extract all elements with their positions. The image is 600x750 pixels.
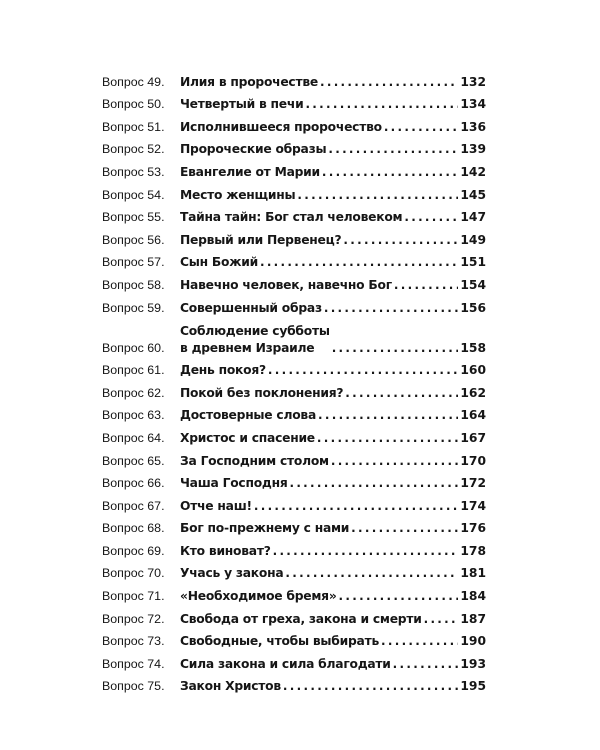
page-number: 132 — [460, 74, 486, 89]
dot-leader — [317, 430, 458, 447]
question-number: Вопрос 68. — [102, 521, 165, 536]
entry-title-wrap — [180, 453, 460, 472]
dot-leader — [318, 407, 458, 424]
toc-entry — [102, 607, 486, 630]
entry-title: Соблюдение субботы в древнем Израиле — [180, 323, 330, 355]
toc-entry — [102, 93, 486, 116]
dot-leader — [305, 96, 458, 113]
page-number: 167 — [460, 430, 486, 445]
page-number: 142 — [460, 164, 486, 179]
entry-title: Первый или Первенец? — [180, 232, 342, 247]
question-number: Вопрос 51. — [102, 119, 165, 134]
question-number: Вопрос 53. — [102, 164, 165, 179]
dot-leader — [343, 232, 458, 249]
question-number: Вопрос 54. — [102, 187, 165, 202]
entry-title-wrap — [180, 164, 460, 183]
entry-title: Четвертый в печи — [180, 97, 304, 112]
entry-title: Кто виноват? — [180, 543, 271, 558]
question-number: Вопрос 74. — [102, 656, 165, 671]
entry-title: Сила закона и сила благодати — [180, 656, 391, 671]
page-number: 190 — [460, 634, 486, 649]
dot-leader — [289, 475, 458, 492]
question-number: Вопрос 55. — [102, 210, 165, 225]
dot-leader — [332, 340, 459, 357]
entry-title: Сын Божий — [180, 255, 258, 270]
question-number: Вопрос 61. — [102, 363, 165, 378]
entry-title: Покой без поклонения? — [180, 385, 344, 400]
page-number: 134 — [460, 97, 486, 112]
dot-leader — [394, 277, 458, 294]
question-number: Вопрос 62. — [102, 385, 165, 400]
dot-leader — [384, 119, 459, 136]
entry-title-wrap — [180, 656, 460, 675]
entry-title: Пророческие образы — [180, 142, 327, 157]
toc-entry — [102, 630, 486, 653]
entry-title-wrap — [180, 588, 460, 607]
dot-leader — [404, 209, 458, 226]
entry-title: Место женщины — [180, 187, 296, 202]
question-number: Вопрос 70. — [102, 566, 165, 581]
entry-title: Бог по-прежнему с нами — [180, 521, 350, 536]
toc-entry — [102, 426, 486, 449]
entry-title-wrap — [180, 141, 460, 160]
entry-title-wrap — [180, 543, 460, 562]
dot-leader — [322, 164, 458, 181]
page-number: 162 — [460, 385, 486, 400]
page-number: 174 — [460, 498, 486, 513]
entry-title-wrap — [180, 678, 460, 697]
entry-title-wrap — [180, 323, 460, 359]
toc-entry — [102, 70, 486, 93]
dot-leader — [260, 254, 458, 271]
page-number: 147 — [460, 210, 486, 225]
dot-leader — [285, 565, 458, 582]
entry-title-wrap — [180, 96, 460, 115]
question-number: Вопрос 50. — [102, 97, 165, 112]
toc-entry — [102, 228, 486, 251]
entry-title-wrap — [180, 430, 460, 449]
page-number: 193 — [460, 656, 486, 671]
question-number: Вопрос 65. — [102, 453, 165, 468]
dot-leader — [320, 74, 458, 91]
entry-title-wrap — [180, 300, 460, 319]
entry-title: Навечно человек, навечно Бог — [180, 277, 392, 292]
question-number: Вопрос 49. — [102, 74, 165, 89]
entry-title-wrap — [180, 187, 460, 206]
entry-title-wrap — [180, 277, 460, 296]
page-number: 149 — [460, 232, 486, 247]
toc-entry — [102, 359, 486, 382]
toc-entry — [102, 319, 486, 359]
toc-entry — [102, 494, 486, 517]
entry-title-wrap — [180, 407, 460, 426]
entry-title: Исполнившееся пророчество — [180, 119, 382, 134]
entry-title: Свобода от греха, закона и смерти — [180, 611, 422, 626]
entry-title: Тайна тайн: Бог стал человеком — [180, 210, 403, 225]
question-number: Вопрос 69. — [102, 543, 165, 558]
question-number: Вопрос 72. — [102, 611, 165, 626]
dot-leader — [283, 678, 458, 695]
dot-leader — [351, 520, 458, 537]
question-number: Вопрос 52. — [102, 142, 165, 157]
dot-leader — [328, 141, 458, 158]
page-number: 172 — [460, 476, 486, 491]
dot-leader — [393, 656, 459, 673]
question-number: Вопрос 75. — [102, 679, 165, 694]
page-number: 151 — [460, 255, 486, 270]
entry-title-wrap — [180, 633, 460, 652]
entry-title: Учась у закона — [180, 566, 284, 581]
toc-entry — [102, 562, 486, 585]
entry-title: Илия в пророчестве — [180, 74, 318, 89]
dot-leader — [381, 633, 458, 650]
question-number: Вопрос 59. — [102, 300, 165, 315]
page-number: 160 — [460, 363, 486, 378]
page-number: 136 — [460, 119, 486, 134]
entry-title: Свободные, чтобы выбирать — [180, 634, 379, 649]
toc-entry — [102, 675, 486, 698]
question-number: Вопрос 58. — [102, 277, 165, 292]
toc-entry — [102, 517, 486, 540]
toc-entry — [102, 404, 486, 427]
toc-entry — [102, 584, 486, 607]
entry-title: Евангелие от Марии — [180, 164, 320, 179]
dot-leader — [424, 611, 459, 628]
entry-title: За Господним столом — [180, 453, 329, 468]
toc-entry — [102, 206, 486, 229]
dot-leader — [339, 588, 459, 605]
entry-title-wrap — [180, 385, 460, 404]
dot-leader — [254, 498, 458, 515]
page-number: 181 — [460, 566, 486, 581]
question-number: Вопрос 60. — [102, 340, 165, 355]
toc-entry — [102, 381, 486, 404]
entry-title: Христос и спасение — [180, 430, 315, 445]
toc-entry — [102, 449, 486, 472]
entry-title: Отче наш! — [180, 498, 252, 513]
toc-entry — [102, 472, 486, 495]
question-number: Вопрос 63. — [102, 408, 165, 423]
entry-title-wrap — [180, 611, 460, 630]
dot-leader — [345, 385, 458, 402]
entry-title: День покоя? — [180, 363, 266, 378]
toc-entry — [102, 652, 486, 675]
toc-entry — [102, 296, 486, 319]
entry-title-wrap — [180, 565, 460, 584]
entry-title: «Необходимое бремя» — [180, 589, 337, 604]
page-number: 187 — [460, 611, 486, 626]
page-number: 156 — [460, 300, 486, 315]
page-number: 184 — [460, 589, 486, 604]
entry-title-wrap — [180, 232, 460, 251]
dot-leader — [268, 362, 458, 379]
toc-entry — [102, 183, 486, 206]
question-number: Вопрос 66. — [102, 476, 165, 491]
entry-title-wrap — [180, 74, 460, 93]
page-number: 164 — [460, 408, 486, 423]
entry-title: Чаша Господня — [180, 476, 288, 491]
question-number: Вопрос 57. — [102, 255, 165, 270]
entry-title-wrap — [180, 520, 460, 539]
entry-title: Совершенный образ — [180, 300, 322, 315]
dot-leader — [297, 187, 458, 204]
question-number: Вопрос 64. — [102, 430, 165, 445]
question-number: Вопрос 73. — [102, 634, 165, 649]
entry-title-wrap — [180, 475, 460, 494]
entry-title-wrap — [180, 209, 460, 228]
table-of-contents — [102, 70, 486, 697]
page-number: 154 — [460, 277, 486, 292]
page-number: 145 — [460, 187, 486, 202]
page-number: 195 — [460, 679, 486, 694]
question-number: Вопрос 67. — [102, 498, 165, 513]
toc-entry — [102, 138, 486, 161]
entry-title-wrap — [180, 498, 460, 517]
dot-leader — [273, 543, 459, 560]
entry-title-wrap — [180, 362, 460, 381]
page-number: 158 — [460, 340, 486, 355]
question-number: Вопрос 71. — [102, 589, 165, 604]
dot-leader — [324, 300, 458, 317]
page-number: 139 — [460, 142, 486, 157]
toc-entry — [102, 160, 486, 183]
toc-entry — [102, 273, 486, 296]
entry-title: Достоверные слова — [180, 408, 316, 423]
toc-entry — [102, 115, 486, 138]
question-number: Вопрос 56. — [102, 232, 165, 247]
entry-title-wrap — [180, 119, 460, 138]
page-number: 178 — [460, 543, 486, 558]
page-number: 170 — [460, 453, 486, 468]
toc-entry — [102, 251, 486, 274]
entry-title-wrap — [180, 254, 460, 273]
page-number: 176 — [460, 521, 486, 536]
entry-title: Закон Христов — [180, 679, 281, 694]
dot-leader — [331, 453, 458, 470]
toc-entry — [102, 539, 486, 562]
